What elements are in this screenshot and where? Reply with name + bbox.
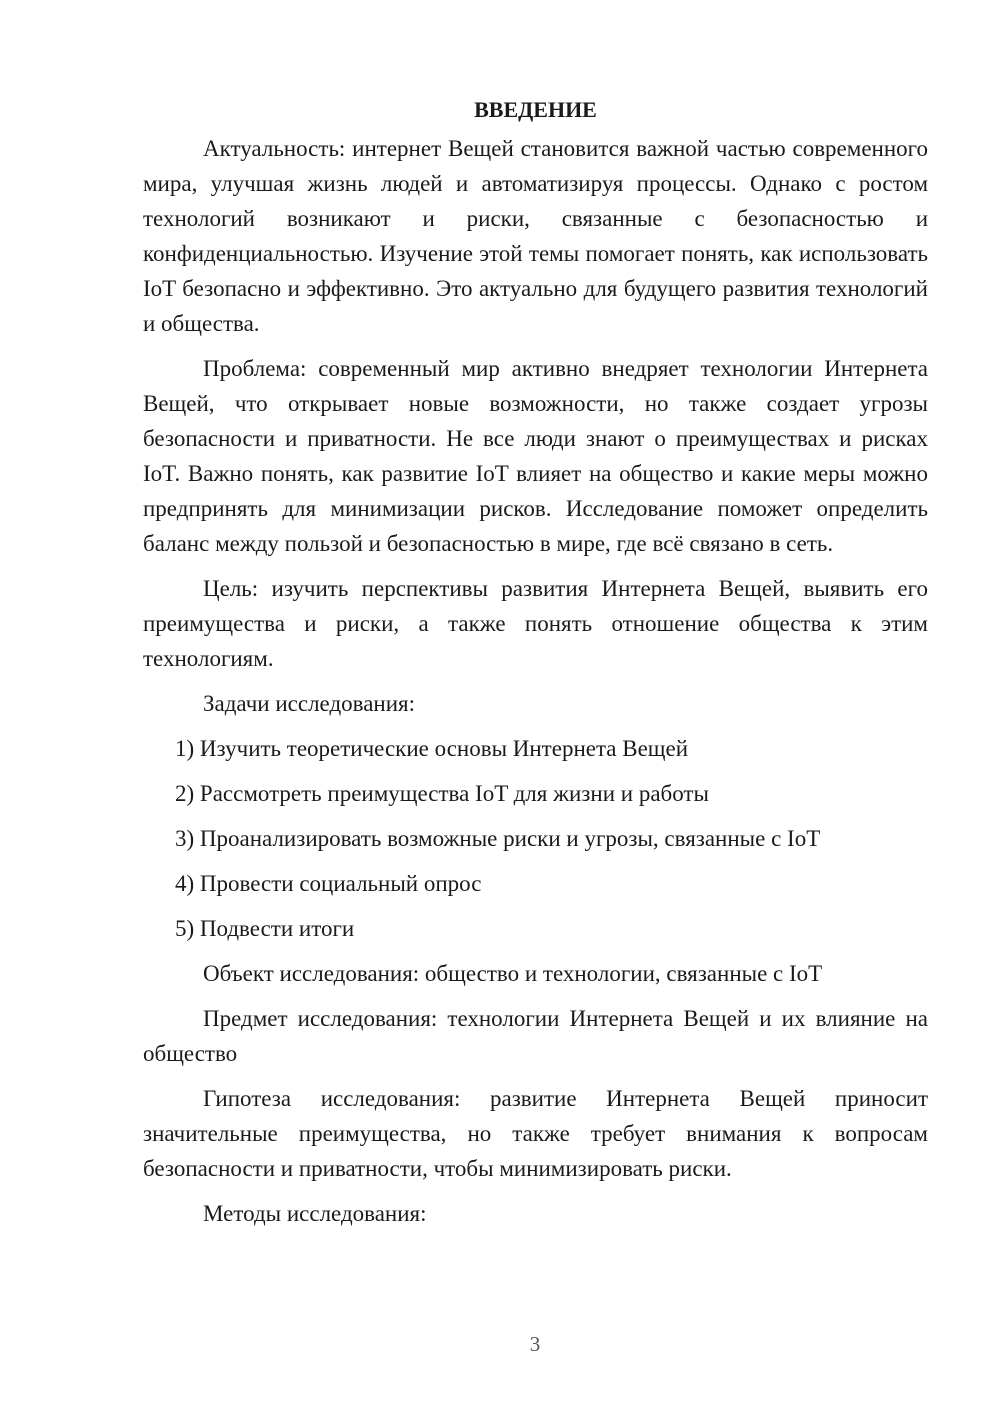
section-title: ВВЕДЕНИЕ xyxy=(474,97,597,122)
task-item: 2) Рассмотреть преимущества IoT для жизни и работы xyxy=(175,781,709,806)
paragraph-object: Объект исследования: общество и технологии, связанные с IoT xyxy=(203,961,823,986)
page-number: 3 xyxy=(529,1332,541,1356)
task-item: 1) Изучить теоретические основы Интернета Вещей xyxy=(175,736,689,761)
document-page xyxy=(143,92,928,1241)
paragraph-subject: Предмет исследования: технологии Интернета Вещей и их влияние на общество xyxy=(143,1006,928,1066)
task-item: 4) Провести социальный опрос xyxy=(175,871,482,896)
paragraph-goal: Цель: изучить перспективы развития Интернета Вещей, выявить его преимущества и риски, а также понять отношение общества к этим технологиям. xyxy=(143,576,928,671)
paragraph-problem: Проблема: современный мир активно внедряет технологии Интернета Вещей, что открывает новые возможности, но также создает угрозы безопасности и приватности. Не все люди знают о преимуществах и рисках IoT. Важно понять, как развитие IoT влияет на общество и какие меры можно предпринять для минимизации рисков. Исследование поможет определить баланс между пользой и безопасностью в мире, где всё связано в сеть. xyxy=(143,356,928,556)
paragraph-hypothesis: Гипотеза исследования: развитие Интернета Вещей приносит значительные преимущества, но также требует внимания к вопросам безопасности и приватности, чтобы минимизировать риски. xyxy=(143,1086,928,1181)
tasks-label: Задачи исследования: xyxy=(203,691,416,716)
methods-label: Методы исследования: xyxy=(203,1201,427,1226)
paragraph-relevance: Актуальность: интернет Вещей становится важной частью современного мира, улучшая жизнь людей и автоматизируя процессы. Однако с ростом технологий возникают и риски, связанные с безопасностью и конфиденциальностью. Изучение этой темы помогает понять, как использовать IoT безопасно и эффективно. Это актуально для будущего развития технологий и общества. xyxy=(143,136,928,336)
task-item: 5) Подвести итоги xyxy=(175,916,355,941)
task-item: 3) Проанализировать возможные риски и угрозы, связанные с IoT xyxy=(175,826,821,851)
tasks-list xyxy=(143,731,928,946)
